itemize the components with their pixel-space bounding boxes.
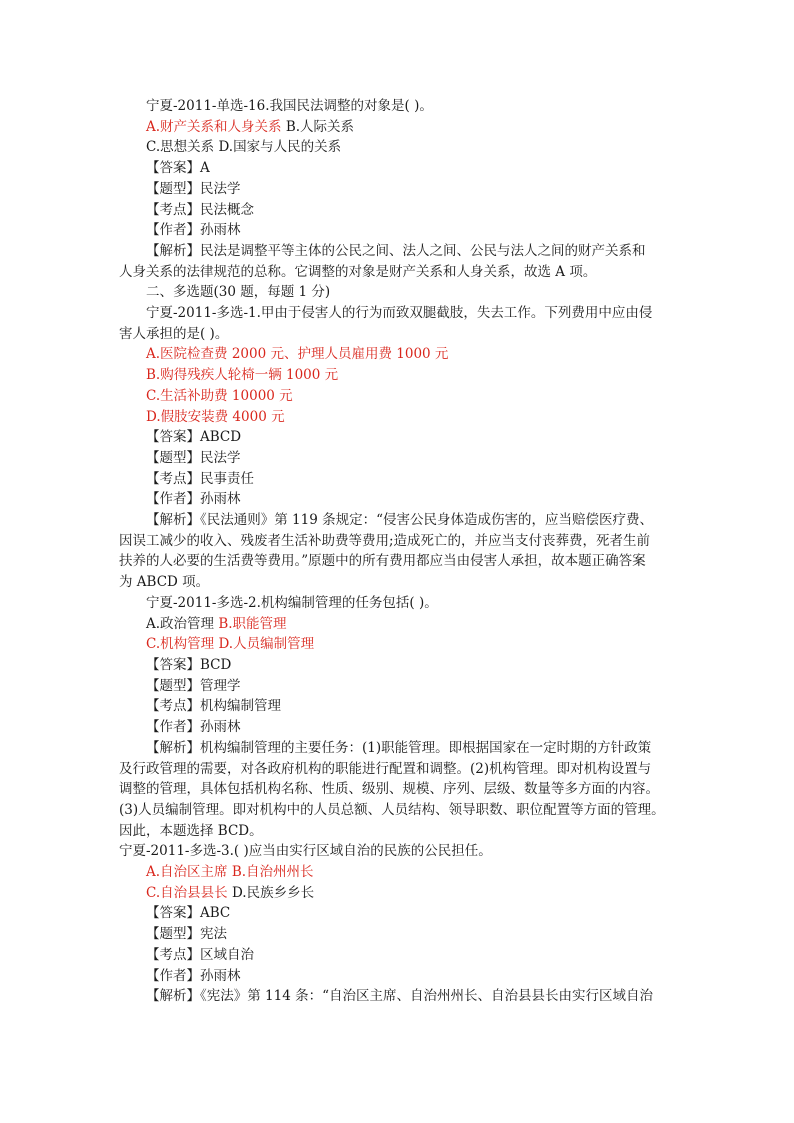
m3-point: 【考点】区域自治 [146, 946, 254, 963]
m3-options-cd [119, 883, 681, 904]
q16-answer: 【答案】A [146, 160, 210, 177]
m2-type: 【题型】管理学 [146, 677, 241, 694]
q16-analysis-line: 人身关系的法律规范的总称。它调整的对象是财产关系和人身关系，故选 A 项。 [119, 263, 597, 280]
q16-analysis-line: 【解析】民法是调整平等主体的公民之间、法人之间、公民与法人之间的财产关系和 [146, 242, 646, 259]
q16-options-cd [119, 137, 681, 158]
q16-option-c: C.思想关系 [146, 139, 215, 156]
m1-author: 【作者】孙雨林 [146, 491, 241, 508]
q16-stem: 宁夏-2011-单选-16.我国民法调整的对象是( )。 [146, 98, 433, 114]
m2-option-c: C.机构管理 [146, 636, 215, 653]
m1-point: 【考点】民事责任 [146, 470, 254, 487]
m1-stem-line: 害人承担的是( )。 [119, 325, 229, 342]
m3-type: 【题型】宪法 [146, 926, 227, 943]
q16-point: 【考点】民法概念 [146, 201, 254, 218]
m3-option-a: A.自治区主席 [146, 864, 228, 881]
m3-option-d: D.民族乡乡长 [231, 884, 315, 901]
m2-analysis-line: 【解析】机构编制管理的主要任务：(1)职能管理。即根据国家在一定时期的方针政策 [146, 739, 652, 756]
m2-analysis-line: 调整的管理，具体包括机构名称、性质、级别、规模、序列、层级、数量等多方面的内容。 [119, 781, 659, 798]
m1-option-b: B.购得残疾人轮椅一辆 1000 元 [146, 367, 339, 384]
m2-analysis-line: (3)人员编制管理。即对机构中的人员总额、人员结构、领导职数、职位配置等方面的管理。 [119, 801, 665, 818]
m2-options-ab [119, 614, 681, 635]
m2-stem: 宁夏-2011-多选-2.机构编制管理的任务包括( )。 [146, 594, 438, 611]
q16-option-d: D.国家与人民的关系 [218, 139, 342, 156]
document-page [119, 96, 681, 1007]
m2-answer: 【答案】BCD [146, 656, 232, 673]
m1-option-c: C.生活补助费 10000 元 [146, 387, 293, 404]
q16-type: 【题型】民法学 [146, 180, 241, 197]
m1-type: 【题型】民法学 [146, 449, 241, 466]
m2-option-d: D.人员编制管理 [218, 636, 315, 653]
q16-options-ab [119, 117, 681, 138]
m2-options-cd [119, 634, 681, 655]
q16-author: 【作者】孙雨林 [146, 222, 241, 239]
m2-point: 【考点】机构编制管理 [146, 698, 281, 715]
m3-option-b: B.自治州州长 [231, 864, 314, 881]
m2-analysis-line: 及行政管理的需要，对各政府机构的职能进行配置和调整。(2)机构管理。即对机构设置与 [119, 760, 652, 777]
m3-stem: 宁夏-2011-多选-3.( )应当由实行区域自治的民族的公民担任。 [119, 843, 492, 860]
m3-answer: 【答案】ABC [146, 905, 231, 922]
m1-analysis-line: 因误工减少的收入、残废者生活补助费等费用;造成死亡的，并应当支付丧葬费，死者生前 [119, 532, 651, 549]
m2-author: 【作者】孙雨林 [146, 719, 241, 736]
m1-option-d: D.假肢安装费 4000 元 [146, 408, 285, 425]
m1-analysis-line: 为 ABCD 项。 [119, 574, 210, 591]
m1-analysis-line: 【解析】《民法通则》第 119 条规定：“侵害公民身体造成伤害的，应当赔偿医疗费、 [146, 512, 654, 529]
m2-option-b: B.职能管理 [218, 615, 287, 632]
m1-stem-line: 宁夏-2011-多选-1.甲由于侵害人的行为而致双腿截肢，失去工作。下列费用中应由侵 [146, 305, 653, 322]
m1-analysis-line: 扶养的人必要的生活费等费用。”原题中的所有费用都应当由侵害人承担，故本题正确答案 [119, 553, 646, 570]
m1-answer: 【答案】ABCD [146, 429, 242, 446]
m2-option-a: A.政治管理 [146, 615, 215, 632]
m3-options-ab [119, 862, 681, 883]
m3-analysis-line: 【解析】《宪法》第 114 条：“自治区主席、自治州州长、自治县县长由实行区域自治 [146, 988, 654, 1005]
m1-option-a: A.医院检查费 2000 元、护理人员雇用费 1000 元 [146, 346, 449, 363]
m3-author: 【作者】孙雨林 [146, 967, 241, 984]
q16-option-a: A.财产关系和人身关系 [146, 118, 282, 135]
m3-option-c: C.自治县县长 [146, 884, 228, 901]
m2-analysis-line: 因此，本题选择 BCD。 [119, 822, 263, 839]
section-title: 二、多选题(30 题，每题 1 分) [146, 284, 331, 301]
q16-option-b: B.人际关系 [285, 118, 355, 135]
